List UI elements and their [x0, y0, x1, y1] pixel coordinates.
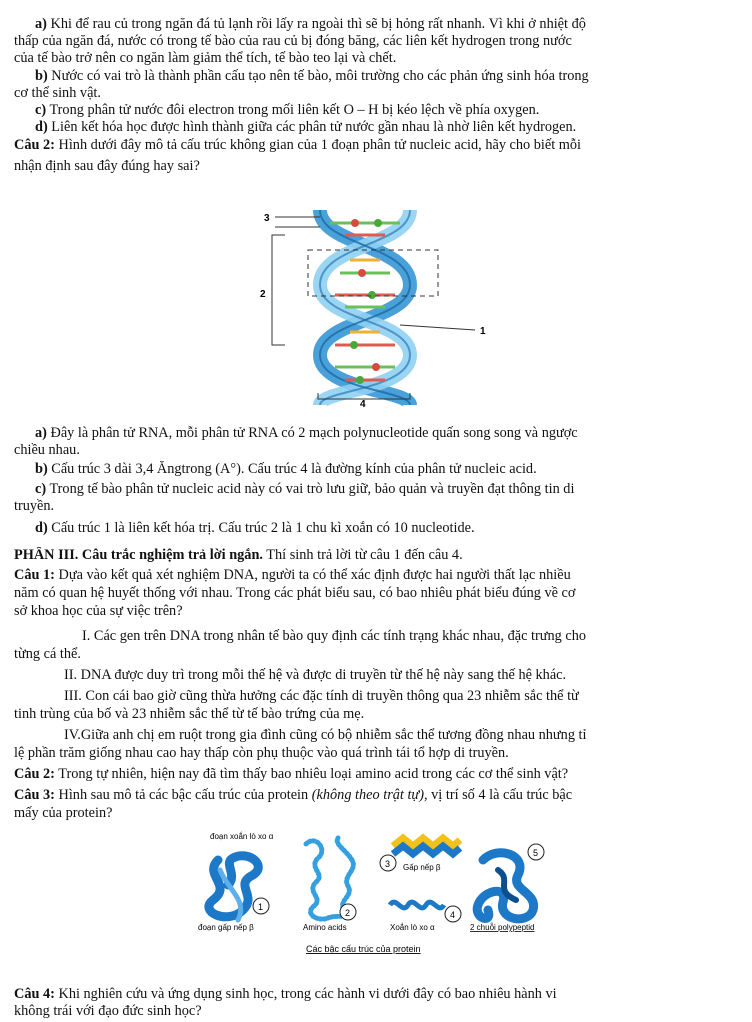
dna-label-3: 3: [264, 213, 270, 224]
dna-double-helix-figure: [250, 195, 500, 410]
p3q1-statement-i: I. Các gen trên DNA trong nhân tế bào quy định các tính trạng khác nhau, đặc trưng cho: [82, 628, 587, 644]
p3q1-line2: năm có quan hệ huyết thống với nhau. Trong các phát biểu sau, có bao nhiêu phát biểu đúng về cơ: [14, 585, 576, 601]
protein-marker-2: 2: [345, 908, 351, 918]
protein-sheet-label: đoạn gấp nếp β: [198, 923, 254, 932]
p3q1-question: Câu 1: Dựa vào kết quả xét nghiệm DNA, người ta có thể xác định được hai người thất lạc nhiều: [14, 567, 571, 583]
protein-polypeptid-label: 2 chuỗi polypeptid: [470, 923, 535, 932]
q2-question-line2: nhận định sau đây đúng hay sai?: [14, 158, 200, 174]
q1-item-b-line2: cơ thể sinh vật.: [14, 85, 101, 101]
protein-amino-label: Amino acids: [303, 923, 347, 932]
protein-xoan-label: Xoắn lò xo α: [390, 923, 435, 932]
protein-marker-5: 5: [533, 848, 539, 858]
p3q3-question: Câu 3: Hình sau mô tả các bậc cấu trúc của protein (không theo trật tự), vị trí số 4 là cấu trúc bậc: [14, 787, 573, 803]
q1-item-a-line2: thấp của ngăn đá, nước có trong tế bào của rau củ bị đóng băng, các liên kết hydrogen trong nước: [14, 33, 572, 49]
protein-tertiary-structure: [209, 856, 258, 920]
q2-item-c: c) Trong tế bào phân tử nucleic acid này có vai trò lưu giữ, bảo quản và truyền đạt thông tin di: [35, 481, 575, 497]
p3q1-line3: sở khoa học của sự việc trên?: [14, 603, 183, 619]
p3q4-line2: không trái với đạo đức sinh học?: [14, 1003, 202, 1019]
q2-question: Câu 2: Hình dưới đây mô tả cấu trúc không gian của 1 đoạn phân tử nucleic acid, hãy cho biết mỗi: [14, 137, 582, 153]
q1-item-a-line3: của tế bào trở nên co ngăn làm giảm thể tích, tế bào teo lại và chết.: [14, 50, 397, 66]
q1-item-b: b) Nước có vai trò là thành phần cấu tạo nên tế bào, môi trường cho các phản ứng sinh hóa trong: [35, 68, 589, 84]
q2-item-c-line2: truyền.: [14, 498, 55, 514]
protein-structure-figure: [198, 830, 563, 958]
q2-item-a-line2: chiều nhau.: [14, 442, 80, 458]
protein-marker-3: 3: [385, 859, 391, 869]
dna-label-2: 2: [260, 289, 266, 300]
protein-marker-1: 1: [258, 902, 264, 912]
protein-quaternary-structure: [477, 853, 533, 919]
protein-alpha-helix: [390, 902, 444, 908]
q1-item-a: a) Khi để rau củ trong ngăn đá tủ lạnh rồi lấy ra ngoài thì sẽ bị hỏng rất nhanh. Vì khi ở nhiệt độ: [35, 16, 586, 32]
p3q1-statement-i-line2: từng cá thể.: [14, 646, 81, 662]
q1-item-c: c) Trong phân tử nước đôi electron trong mối liên kết O – H bị kéo lệch về phía oxygen.: [35, 102, 540, 118]
protein-gap-nep-label: Gấp nếp β: [403, 863, 441, 872]
q2-item-d: d) Cấu trúc 1 là liên kết hóa trị. Cấu trúc 2 là 1 chu kì xoắn có 10 nucleotide.: [35, 520, 475, 536]
p3q2-question: Câu 2: Trong tự nhiên, hiện nay đã tìm thấy bao nhiêu loại amino acid trong các cơ thể sinh vật?: [14, 766, 569, 782]
p3q3-line2: mấy của protein?: [14, 805, 113, 821]
dna-label-4: 4: [360, 399, 366, 410]
p3q1-statement-iv: IV.Giữa anh chị em ruột trong gia đình cũng có bộ nhiễm sắc thể tương đồng nhau nhưng tỉ: [64, 727, 587, 743]
p3q1-statement-iv-line2: lệ phần trăm giống nhau cao hay thấp còn phụ thuộc vào quá trình tái tổ hợp di truyền.: [14, 745, 509, 761]
protein-helix-label: đoạn xoắn lò xo α: [210, 832, 274, 841]
protein-marker-4: 4: [450, 910, 456, 920]
p3q4-question: Câu 4: Khi nghiên cứu và ứng dụng sinh học, trong các hành vi dưới đây có bao nhiêu hành vi: [14, 986, 557, 1002]
dna-label-1: 1: [480, 326, 486, 337]
p3q1-statement-iii-line2: tinh trùng của bố và 23 nhiễm sắc thể từ tế bào trứng của mẹ.: [14, 706, 365, 722]
protein-beta-sheet-2: [393, 846, 460, 854]
q1-item-d: d) Liên kết hóa học được hình thành giữa các phân tử nước gần nhau là nhờ liên kết hydrogen.: [35, 119, 577, 135]
q2-item-a: a) Đây là phân tử RNA, mỗi phân tử RNA có 2 mạch polynucleotide quấn song song và ngược: [35, 425, 578, 441]
q2-item-b: b) Cấu trúc 3 dài 3,4 Ăngtrong (A°). Cấu trúc 4 là đường kính của phân tử nucleic acid.: [35, 461, 537, 477]
p3q1-statement-iii: III. Con cái bao giờ cũng thừa hưởng các đặc tính di truyền thông qua 23 nhiễm sắc thể từ: [64, 688, 579, 704]
p3q1-statement-ii: II. DNA được duy trì trong mỗi thế hệ và được di truyền từ thế hệ này sang thế hệ khác.: [64, 667, 567, 683]
protein-figure-caption: Các bậc cấu trúc của protein: [306, 944, 421, 954]
part3-heading: PHẦN III. Câu trắc nghiệm trả lời ngắn. Thí sinh trả lời từ câu 1 đến câu 4.: [14, 547, 463, 563]
